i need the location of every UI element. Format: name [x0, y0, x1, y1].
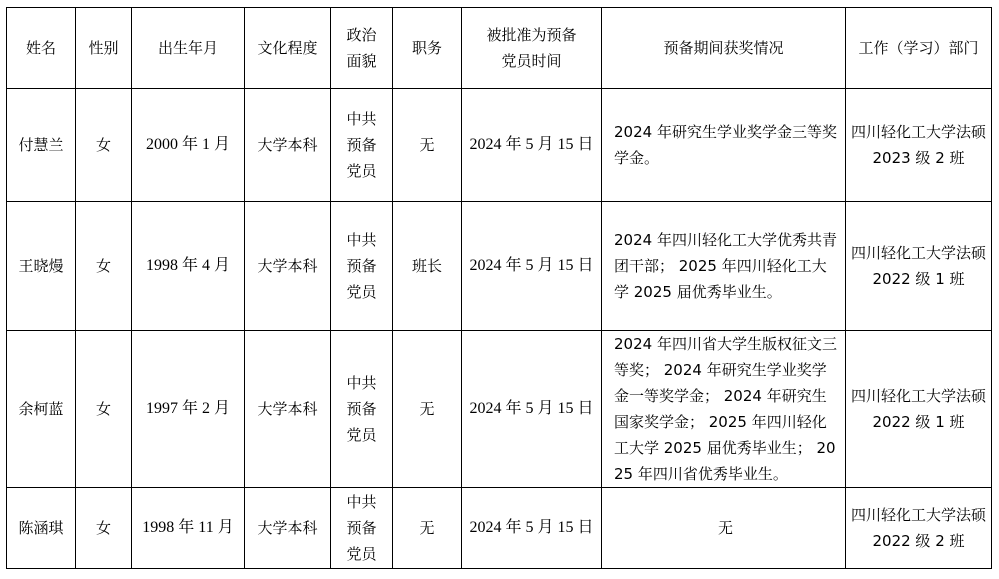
cell-political	[331, 89, 393, 202]
cell-education: 大学本科	[245, 331, 331, 488]
cell-education: 大学本科	[245, 488, 331, 569]
cell-political-line1: 中共	[346, 374, 377, 392]
cell-education: 大学本科	[245, 89, 331, 202]
cell-political-line2: 预备	[346, 519, 377, 537]
header-dept: 工作（学习）部门	[846, 8, 992, 89]
cell-position: 班长	[393, 202, 462, 331]
cell-position: 无	[393, 331, 462, 488]
cell-gender: 女	[76, 89, 132, 202]
cell-awards: 2024 年四川轻化工大学优秀共青团干部； 2025 年四川轻化工大学 2025 届优秀毕业生。	[602, 202, 846, 331]
cell-approval: 2024 年 5 月 15 日	[462, 488, 602, 569]
header-row	[7, 8, 992, 89]
cell-political-line2: 预备	[346, 400, 377, 418]
cell-political-line3: 党员	[346, 545, 377, 563]
header-gender: 性别	[76, 8, 132, 89]
cell-political	[331, 331, 393, 488]
party-member-table	[6, 7, 992, 569]
cell-political-line2: 预备	[346, 136, 377, 154]
cell-awards: 无	[602, 488, 846, 569]
table-row	[7, 89, 992, 202]
header-name: 姓名	[7, 8, 76, 89]
table-row	[7, 488, 992, 569]
cell-political-line1: 中共	[346, 231, 377, 249]
cell-political-line1: 中共	[346, 110, 377, 128]
cell-education: 大学本科	[245, 202, 331, 331]
cell-birth: 1998 年 11 月	[132, 488, 245, 569]
cell-political-line1: 中共	[346, 493, 377, 511]
header-approval-line1: 被批准为预备	[486, 26, 577, 44]
cell-name: 王晓熳	[7, 202, 76, 331]
cell-birth: 1998 年 4 月	[132, 202, 245, 331]
document-page	[6, 7, 992, 569]
table-row	[7, 202, 992, 331]
header-political-line2: 面貌	[346, 52, 377, 70]
cell-dept: 四川轻化工大学法硕 2023 级 2 班	[846, 89, 992, 202]
header-education: 文化程度	[245, 8, 331, 89]
cell-name: 余柯蓝	[7, 331, 76, 488]
cell-political-line3: 党员	[346, 426, 377, 444]
cell-position: 无	[393, 488, 462, 569]
header-approval-line2: 党员时间	[501, 52, 562, 70]
header-position: 职务	[393, 8, 462, 89]
cell-political	[331, 488, 393, 569]
table-row	[7, 331, 992, 488]
cell-birth: 1997 年 2 月	[132, 331, 245, 488]
cell-awards: 2024 年四川省大学生版权征文三等奖； 2024 年研究生学业奖学金一等奖学金； 2024 年研究生国家奖学金； 2025 年四川轻化工大学 2025 届优秀毕业生； 2025 年四川省优秀毕业生。	[602, 331, 846, 488]
header-political	[331, 8, 393, 89]
cell-birth: 2000 年 1 月	[132, 89, 245, 202]
header-awards: 预备期间获奖情况	[602, 8, 846, 89]
header-approval	[462, 8, 602, 89]
cell-political	[331, 202, 393, 331]
header-political-line1: 政治	[346, 26, 377, 44]
cell-gender: 女	[76, 488, 132, 569]
cell-name: 陈涵琪	[7, 488, 76, 569]
cell-dept: 四川轻化工大学法硕 2022 级 1 班	[846, 202, 992, 331]
cell-approval: 2024 年 5 月 15 日	[462, 331, 602, 488]
cell-awards: 2024 年研究生学业奖学金三等奖学金。	[602, 89, 846, 202]
cell-position: 无	[393, 89, 462, 202]
cell-gender: 女	[76, 202, 132, 331]
cell-approval: 2024 年 5 月 15 日	[462, 202, 602, 331]
header-birth: 出生年月	[132, 8, 245, 89]
cell-approval: 2024 年 5 月 15 日	[462, 89, 602, 202]
cell-political-line2: 预备	[346, 257, 377, 275]
cell-political-line3: 党员	[346, 162, 377, 180]
cell-dept: 四川轻化工大学法硕 2022 级 1 班	[846, 331, 992, 488]
cell-political-line3: 党员	[346, 283, 377, 301]
cell-gender: 女	[76, 331, 132, 488]
cell-dept: 四川轻化工大学法硕 2022 级 2 班	[846, 488, 992, 569]
cell-name: 付慧兰	[7, 89, 76, 202]
